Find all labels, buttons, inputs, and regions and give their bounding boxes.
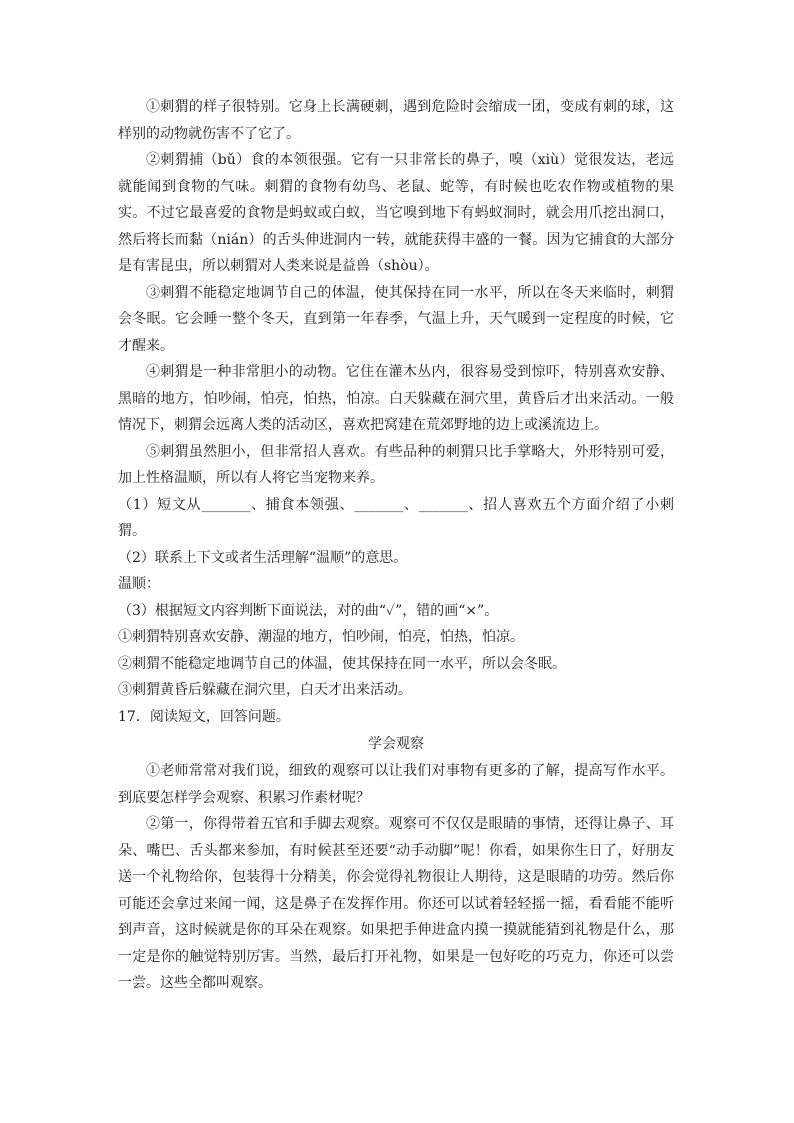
passage-paragraph-5: ⑤刺猬虽然胆小，但非常招人喜欢。有些品种的刺猬只比手掌略大，外形特别可爱，加上性格温顺，所以有人将它当宠物来养。 <box>118 443 674 486</box>
question-17-prompt: 17．阅读短文，回答问题。 <box>118 708 290 725</box>
passage-paragraph-4: ④刺猬是一种非常胆小的动物。它住在灌木丛内，很容易受到惊吓，特别喜欢安静、黑暗的地方，怕吵闹，怕亮，怕热，怕凉。白天躲藏在洞穴里，黄昏后才出来活动。一般情况下，刺猬会远离人类的活动区，喜欢把窝建在荒郊野地的边上或溪流边上。 <box>118 364 674 433</box>
passage2-paragraph-2: ②第一，你得带着五官和手脚去观察。观察可不仅仅是眼睛的事情，还得让鼻子、耳朵、嘴巴、舌头都来参加，有时候甚至还要“动手动脚”呢！你看，如果你生日了，好朋友送一个礼物给你，包装得十分精美，你会觉得礼物很让人期待，这是眼睛的功劳。然后你可能还会拿过来闻一闻，这是鼻子在发挥作用。你还可以试着轻轻摇一摇，看看能不能听到声音，这时候就是你的耳朵在观察。如果把手伸进盒内摸一摸就能猜到礼物是什么，那一定是你的触觉特别厉害。当然，最后打开礼物，如果是一包好吃的巧克力，你还可以尝一尝。这些全都叫观察。 <box>118 816 674 991</box>
passage-paragraph-1: ①刺猬的样子很特别。它身上长满硬刺，遇到危险时会缩成一团，变成有刺的球，这样别的动物就伤害不了它了。 <box>118 99 674 142</box>
question-3-item-3: ③刺猬黄昏后躲藏在洞穴里，白天才出来活动。 <box>118 682 412 698</box>
question-2-answer-label: 温顺： <box>118 576 160 592</box>
passage2-paragraph-1: ①老师常常对我们说，细致的观察可以让我们对事物有更多的了解，提高写作水平。到底要怎样学会观察、积累习作素材呢？ <box>118 763 674 806</box>
question-3-prompt: （3）根据短文内容判断下面说法，对的曲“✓”，错的画“×”。 <box>118 602 499 619</box>
question-3-item-1: ①刺猬特别喜欢安静、潮湿的地方，怕吵闹，怕亮，怕热，怕凉。 <box>118 629 524 645</box>
question-3-item-2: ②刺猬不能稳定地调节自己的体温，使其保持在同一水平，所以会冬眠。 <box>118 655 566 672</box>
passage-paragraph-2: ②刺猬捕（bǔ）食的本领很强。它有一只非常长的鼻子，嗅（xiù）觉很发达，老远就能闻到食物的气味。刺猬的食物有幼鸟、老鼠、蛇等，有时候也吃农作物或植物的果实。不过它最喜爱的食物是蚂蚁或白蚁，当它嗅到地下有蚂蚁洞时，就会用爪挖出洞口，然后将长而黏（nián）的舌头伸进洞内一转，就能获得丰盛的一餐。因为它捕食的大部分是有害昆虫，所以刺猬对人类来说是益兽（shòu）。 <box>118 152 674 274</box>
question-2-prompt: （2）联系上下文或者生活理解“温顺”的意思。 <box>118 549 408 566</box>
document-content <box>118 94 674 997</box>
question-1-fill-blanks: （1）短文从_______、捕食本领强、_______、_______、招人喜欢五个方面介绍了小刺猬。 <box>118 496 674 539</box>
passage-paragraph-3: ③刺猬不能稳定地调节自己的体温，使其保持在同一水平，所以在冬天来临时，刺猬会冬眠。它会睡一整个冬天，直到第一年春季，气温上升，天气暖到一定程度的时候，它才醒来。 <box>118 284 674 354</box>
passage-title: 学会观察 <box>368 736 424 752</box>
